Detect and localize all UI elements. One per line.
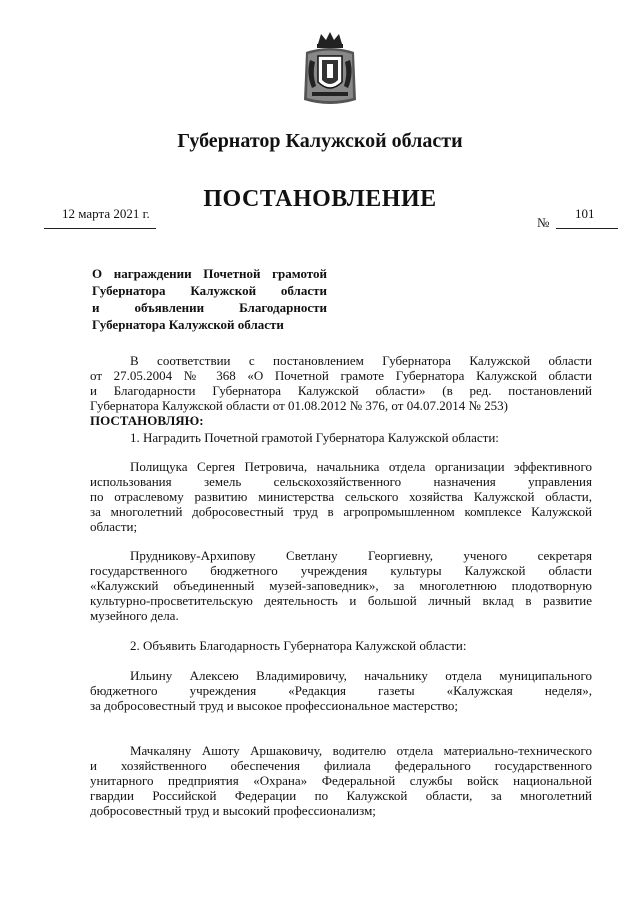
text-line: от 27.05.2004 № 368 «О Почетной грамоте Губернатора Калужской области [90, 368, 592, 383]
award-paragraph [90, 459, 592, 534]
number-underline [556, 228, 618, 229]
number-label: № [537, 215, 550, 230]
thanks-paragraph [90, 668, 592, 713]
document-type-title: ПОСТАНОВЛЕНИЕ [203, 186, 437, 212]
text-line: культурно-просветительскую деятельность и большой личный вклад в развитие [90, 593, 592, 608]
text-line: Прудникову-Архипову Светлану Георгиевну, ученого секретаря [130, 548, 592, 563]
subject-line: Губернатора Калужской области [92, 283, 327, 298]
text-line: Полищука Сергея Петровича, начальника отдела организации эффективного [130, 459, 592, 474]
text-line: Губернатора Калужской области от 01.08.2012 № 376, от 04.07.2014 № 253) [90, 398, 508, 413]
text-line: Ильину Алексею Владимировичу, начальнику отдела муниципального [130, 668, 592, 683]
subject-line: и объявлении Благодарности [92, 300, 327, 315]
award-paragraph [90, 548, 592, 623]
document-number: 101 [575, 206, 595, 221]
text-line: В соответствии с постановлением Губернатора Калужской области [130, 353, 592, 368]
issuing-authority: Губернатор Калужской области [177, 130, 463, 152]
text-line: гвардии Российской Федерации по Калужской области, за многолетний [90, 788, 592, 803]
item-1-heading: 1. Наградить Почетной грамотой Губернатора Калужской области: [130, 430, 499, 445]
text-line: музейного дела. [90, 608, 179, 623]
text-line: по отраслевому развитию министерства сельского хозяйства Калужской области, [90, 489, 592, 504]
text-line: государственного бюджетного учреждения культуры Калужской области [90, 563, 592, 578]
document-date: 12 марта 2021 г. [62, 206, 150, 221]
thanks-paragraph [90, 743, 592, 818]
coat-of-arms-emblem [300, 30, 360, 108]
text-line: Мачкаляну Ашоту Аршаковичу, водителю отдела материально-технического [130, 743, 592, 758]
subject-line: О награждении Почетной грамотой [92, 266, 327, 281]
text-line: добросовестный труд и высокий профессионализм; [90, 803, 376, 818]
item-2-heading: 2. Объявить Благодарность Губернатора Калужской области: [130, 638, 467, 653]
text-line: использования земель сельскохозяйственного назначения управления [90, 474, 592, 489]
text-line: «Калужский объединенный музей-заповедник», за многолетнюю плодотворную [90, 578, 592, 593]
resolve-heading: ПОСТАНОВЛЯЮ: [90, 413, 204, 428]
text-line: унитарного предприятия «Охрана» Федеральной службы войск национальной [90, 773, 592, 788]
text-line: за многолетний добросовестный труд в агропромышленном комплексе Калужской [90, 504, 592, 519]
text-line: за добросовестный труд и высокое профессиональное мастерство; [90, 698, 458, 713]
document-subject [92, 265, 327, 333]
date-underline [44, 228, 156, 229]
text-line: и хозяйственного обеспечения филиала федерального государственного [90, 758, 592, 773]
text-line: бюджетного учреждения «Редакция газеты «Калужская неделя», [90, 683, 592, 698]
text-line: области; [90, 519, 138, 534]
document-body [90, 353, 592, 818]
text-line: и Благодарности Губернатора Калужской области» (в ред. постановлений [90, 383, 592, 398]
subject-line: Губернатора Калужской области [92, 317, 284, 332]
preamble-paragraph [90, 353, 592, 413]
